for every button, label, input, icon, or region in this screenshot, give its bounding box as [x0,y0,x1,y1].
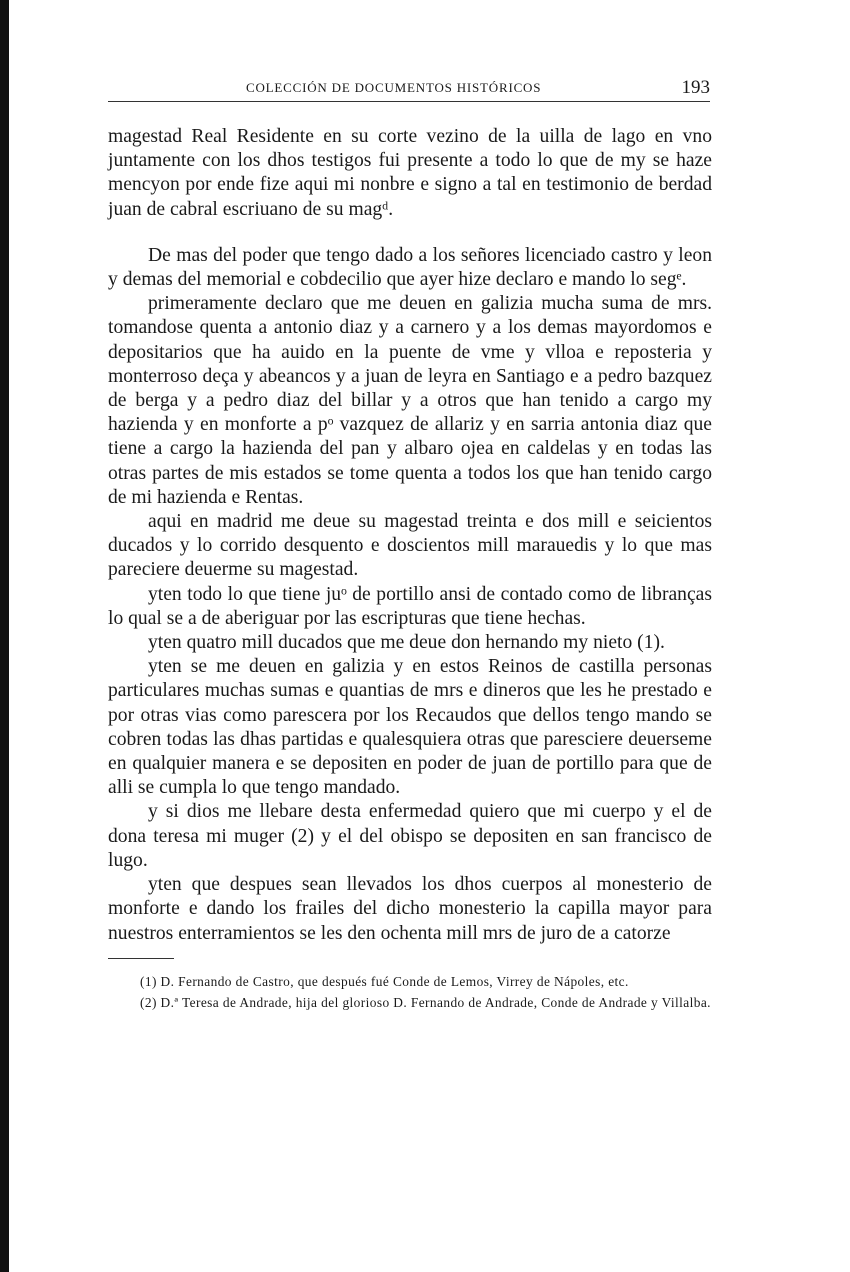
page-number: 193 [681,77,710,98]
paragraph: aqui en madrid me deue su magestad treinta e dos mill e seicientos ducados y lo corrido desquento e doscientos mill marauedis y lo que mas pareciere deuerme su magestad. [108,511,712,581]
paragraph: yten se me deuen en galizia y en estos Reinos de castilla personas particulares muchas sumas e quantias de mrs e dineros que les he prestado e por otras vias como parescera por los Recaudos que dellos tengo mando se cobren todas las dhas partidas e qualesquiera otras que paresciere deuerseme en qualquier manera e se depositen en poder de juan de portillo para que de alli se cumpla lo que tengo mandado. [108,656,712,799]
footnote: (2) D.ª Teresa de Andrade, hija del glorioso D. Fernando de Andrade, Conde de Andrade y Villalba. [140,994,711,1010]
header-rule [108,101,710,102]
footnotes [108,971,712,1013]
paragraph: magestad Real Residente en su corte vezino de la uilla de lago en vno juntamente con los dhos testigos fui presente a todo lo que de my se haze mencyon por ende fize aqui mi nonbre e signo a tal en testimonio de berdad juan de cabral escriuano de su magᵈ. [108,126,712,220]
footnote-rule [108,958,174,959]
paragraph: yten que despues sean llevados los dhos cuerpos al monesterio de monforte e dando los frailes del dicho monesterio la capilla mayor para nuestros enterramientos se les den ochenta mill mrs de juro de a catorze [108,874,712,944]
body-text [108,125,712,946]
paragraph: De mas del poder que tengo dado a los señores licenciado castro y leon y demas del memorial e cobdecilio que ayer hize declaro e mando lo segᵉ. [108,244,712,291]
running-header [108,78,712,100]
footnote: (1) D. Fernando de Castro, que después fué Conde de Lemos, Virrey de Nápoles, etc. [140,973,629,989]
paragraph: yten todo lo que tiene juᵒ de portillo ansi de contado como de libranças lo qual se a de aberiguar por las escripturas que tiene hechas. [108,583,712,629]
document-page [108,78,712,1013]
paragraph: primeramente declaro que me deuen en galizia mucha suma de mrs. tomandose quenta a antonio diaz y a carnero y a los demas mayordomos e depositarios que ha auido en la puente de vme y vlloa e reposteria y monterroso deça y abeancos y a juan de leyra en Santiago e a pedro bazquez de berga y a pedro diaz del billar y a otros que han tenido a cargo my hazienda y en monforte a pᵒ vazquez de allariz y en sarria antonia diaz que tiene a cargo la hazienda del pan y albaro ojea en caldelas y en todas las otras partes de mis estados se tome quenta a todos los que han tenido cargo de mi hazienda e Rentas. [108,293,712,508]
running-title: COLECCIÓN DE DOCUMENTOS HISTÓRICOS [246,80,542,95]
paragraph: y si dios me llebare desta enfermedad quiero que mi cuerpo y el de dona teresa mi muger (2) y el del obispo se depositen en san francisco de lugo. [108,801,712,871]
paragraph: yten quatro mill ducados que me deue don hernando my nieto (1). [148,632,665,654]
page-edge-shadow [0,0,9,1272]
